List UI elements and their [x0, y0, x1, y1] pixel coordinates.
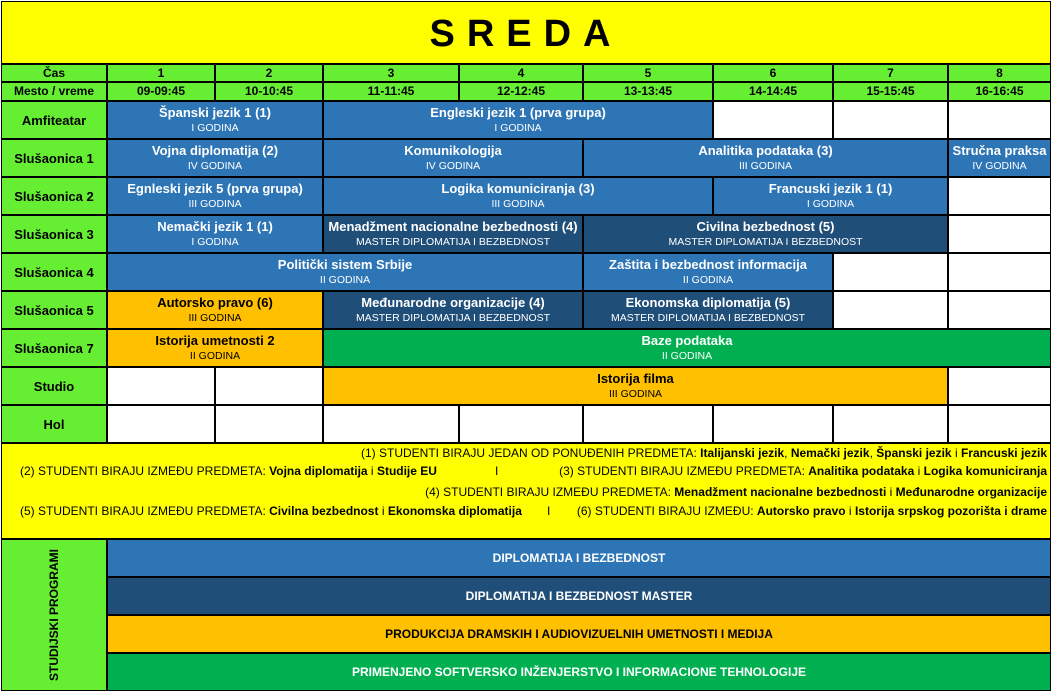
time-2: 10-10:45 [215, 82, 323, 101]
time-7: 15-15:45 [833, 82, 948, 101]
class-block[interactable] [107, 291, 323, 329]
empty-cell [215, 367, 323, 405]
time-4: 12-12:45 [459, 82, 583, 101]
class-year: I GODINA [191, 122, 239, 134]
class-block[interactable] [323, 291, 583, 329]
time-3: 11-11:45 [323, 82, 459, 101]
room-slusaonica-3: Slušaonica 3 [1, 215, 107, 253]
empty-cell [833, 291, 948, 329]
empty-cell [833, 253, 948, 291]
programs-label: STUDIJSKI PROGRAMI [47, 548, 61, 682]
period-1: 1 [107, 64, 215, 82]
empty-cell [107, 367, 215, 405]
note-separator: I [547, 504, 551, 518]
class-block[interactable] [107, 329, 323, 367]
class-name: Egnleski jezik 5 (prva grupa) [127, 181, 303, 196]
class-year: II GODINA [661, 350, 713, 362]
class-name: Logika komuniciranja (3) [441, 181, 595, 196]
empty-cell [833, 405, 948, 443]
class-year: IV GODINA [187, 160, 243, 172]
class-block[interactable] [107, 253, 583, 291]
class-year: MASTER DIPLOMATIJA I BEZBEDNOST [355, 236, 551, 248]
class-block[interactable] [583, 139, 948, 177]
empty-cell [459, 405, 583, 443]
class-name: Baze podataka [641, 333, 733, 348]
program-produkcija: PRODUKCIJA DRAMSKIH I AUDIOVIZUELNIH UMETNOSTI I MEDIJA [107, 615, 1051, 653]
header-mesto-label: Mesto / vreme [1, 82, 107, 101]
class-year: II GODINA [319, 274, 371, 286]
time-5: 13-13:45 [583, 82, 713, 101]
room-slusaonica-1: Slušaonica 1 [1, 139, 107, 177]
empty-cell [948, 101, 1051, 139]
class-name: Španski jezik 1 (1) [159, 105, 271, 120]
time-8: 16-16:45 [948, 82, 1051, 101]
class-name: Istorija filma [597, 371, 674, 386]
class-year: III GODINA [608, 388, 663, 400]
note-3: (3) STUDENTI BIRAJU IZMEĐU PREDMETA: Analitika podataka i Logika komuniciranja [559, 464, 1047, 478]
period-5: 5 [583, 64, 713, 82]
program-softversko: PRIMENJENO SOFTVERSKO INŽENJERSTVO I INFORMACIONE TEHNOLOGIJE [107, 653, 1051, 691]
time-6: 14-14:45 [713, 82, 833, 101]
empty-cell [713, 405, 833, 443]
period-3: 3 [323, 64, 459, 82]
class-name: Autorsko pravo (6) [157, 295, 273, 310]
programs-label-cell [1, 539, 107, 691]
room-amfiteatar: Amfiteatar [1, 101, 107, 139]
class-name: Vojna diplomatija (2) [151, 143, 279, 158]
room-slusaonica-7: Slušaonica 7 [1, 329, 107, 367]
note-2: (2) STUDENTI BIRAJU IZMEĐU PREDMETA: Vojna diplomatija i Studije EU [20, 464, 437, 478]
period-6: 6 [713, 64, 833, 82]
empty-cell [948, 367, 1051, 405]
class-block[interactable] [323, 177, 713, 215]
note-4: (4) STUDENTI BIRAJU IZMEĐU PREDMETA: Menadžment nacionalne bezbednosti i Međunarodne organizacije [425, 485, 1047, 499]
note-separator: I [495, 464, 499, 478]
period-2: 2 [215, 64, 323, 82]
room-slusaonica-2: Slušaonica 2 [1, 177, 107, 215]
period-4: 4 [459, 64, 583, 82]
class-block[interactable] [323, 215, 583, 253]
class-year: MASTER DIPLOMATIJA I BEZBEDNOST [610, 312, 806, 324]
note-5: (5) STUDENTI BIRAJU IZMEĐU PREDMETA: Civilna bezbednost i Ekonomska diplomatija [20, 504, 522, 518]
class-block[interactable] [323, 329, 1051, 367]
period-7: 7 [833, 64, 948, 82]
class-block[interactable] [948, 139, 1051, 177]
empty-cell [713, 101, 833, 139]
empty-cell [107, 405, 215, 443]
period-8: 8 [948, 64, 1051, 82]
class-year: MASTER DIPLOMATIJA I BEZBEDNOST [668, 236, 863, 248]
empty-cell [323, 405, 459, 443]
class-block[interactable] [107, 139, 323, 177]
class-block[interactable] [107, 101, 323, 139]
class-name: Zaštita i bezbednost informacija [609, 257, 807, 272]
empty-cell [948, 177, 1051, 215]
class-name: Menadžment nacionalne bezbednosti (4) [328, 219, 578, 234]
class-year: I GODINA [806, 198, 855, 210]
class-block[interactable] [107, 177, 323, 215]
class-year: III GODINA [491, 198, 545, 210]
class-year: II GODINA [189, 350, 241, 362]
empty-cell [948, 405, 1051, 443]
class-name: Međunarodne organizacije (4) [361, 295, 545, 310]
notes-panel [1, 443, 1051, 539]
class-block[interactable] [713, 177, 948, 215]
empty-cell [948, 291, 1051, 329]
program-diplomatija-master: DIPLOMATIJA I BEZBEDNOST MASTER [107, 577, 1051, 615]
class-block[interactable] [323, 367, 948, 405]
class-year: IV GODINA [972, 160, 1027, 172]
class-name: Stručna praksa [952, 143, 1047, 158]
class-year: II GODINA [682, 274, 734, 286]
class-block[interactable] [583, 291, 833, 329]
class-name: Civilna bezbednost (5) [696, 219, 835, 234]
class-block[interactable] [323, 101, 713, 139]
empty-cell [948, 253, 1051, 291]
program-diplomatija: DIPLOMATIJA I BEZBEDNOST [107, 539, 1051, 577]
empty-cell [215, 405, 323, 443]
class-block[interactable] [107, 215, 323, 253]
class-year: IV GODINA [425, 160, 481, 172]
note-6: (6) STUDENTI BIRAJU IZMEĐU: Autorsko pravo i Istorija srpskog pozorišta i drame [576, 504, 1047, 518]
room-hol: Hol [1, 405, 107, 443]
room-slusaonica-5: Slušaonica 5 [1, 291, 107, 329]
class-name: Francuski jezik 1 (1) [768, 181, 893, 196]
room-studio: Studio [1, 367, 107, 405]
empty-cell [583, 405, 713, 443]
class-name: Politički sistem Srbije [277, 257, 413, 272]
class-year: I GODINA [191, 236, 239, 248]
class-year: I GODINA [494, 122, 542, 134]
note-1: (1) STUDENTI BIRAJU JEDAN OD PONUĐENIH PREDMETA: Italijanski jezik, Nemački jezik, Španski jezik i Francuski jezik [360, 446, 1047, 460]
class-year: III GODINA [738, 160, 793, 172]
room-slusaonica-4: Slušaonica 4 [1, 253, 107, 291]
class-block[interactable] [323, 139, 583, 177]
class-year: III GODINA [188, 312, 242, 324]
class-name: Komunikologija [404, 143, 502, 158]
header-cas-label: Čas [1, 64, 107, 82]
class-name: Nemački jezik 1 (1) [157, 219, 273, 234]
class-year: MASTER DIPLOMATIJA I BEZBEDNOST [355, 312, 551, 324]
class-name: Ekonomska diplomatija (5) [625, 295, 791, 310]
class-block[interactable] [583, 253, 833, 291]
class-name: Istorija umetnosti 2 [155, 333, 275, 348]
day-title: SREDA [1, 1, 1051, 64]
class-year: III GODINA [188, 198, 242, 210]
class-name: Engleski jezik 1 (prva grupa) [430, 105, 606, 120]
class-block[interactable] [583, 215, 948, 253]
time-1: 09-09:45 [107, 82, 215, 101]
empty-cell [833, 101, 948, 139]
class-name: Analitika podataka (3) [698, 143, 833, 158]
empty-cell [948, 215, 1051, 253]
